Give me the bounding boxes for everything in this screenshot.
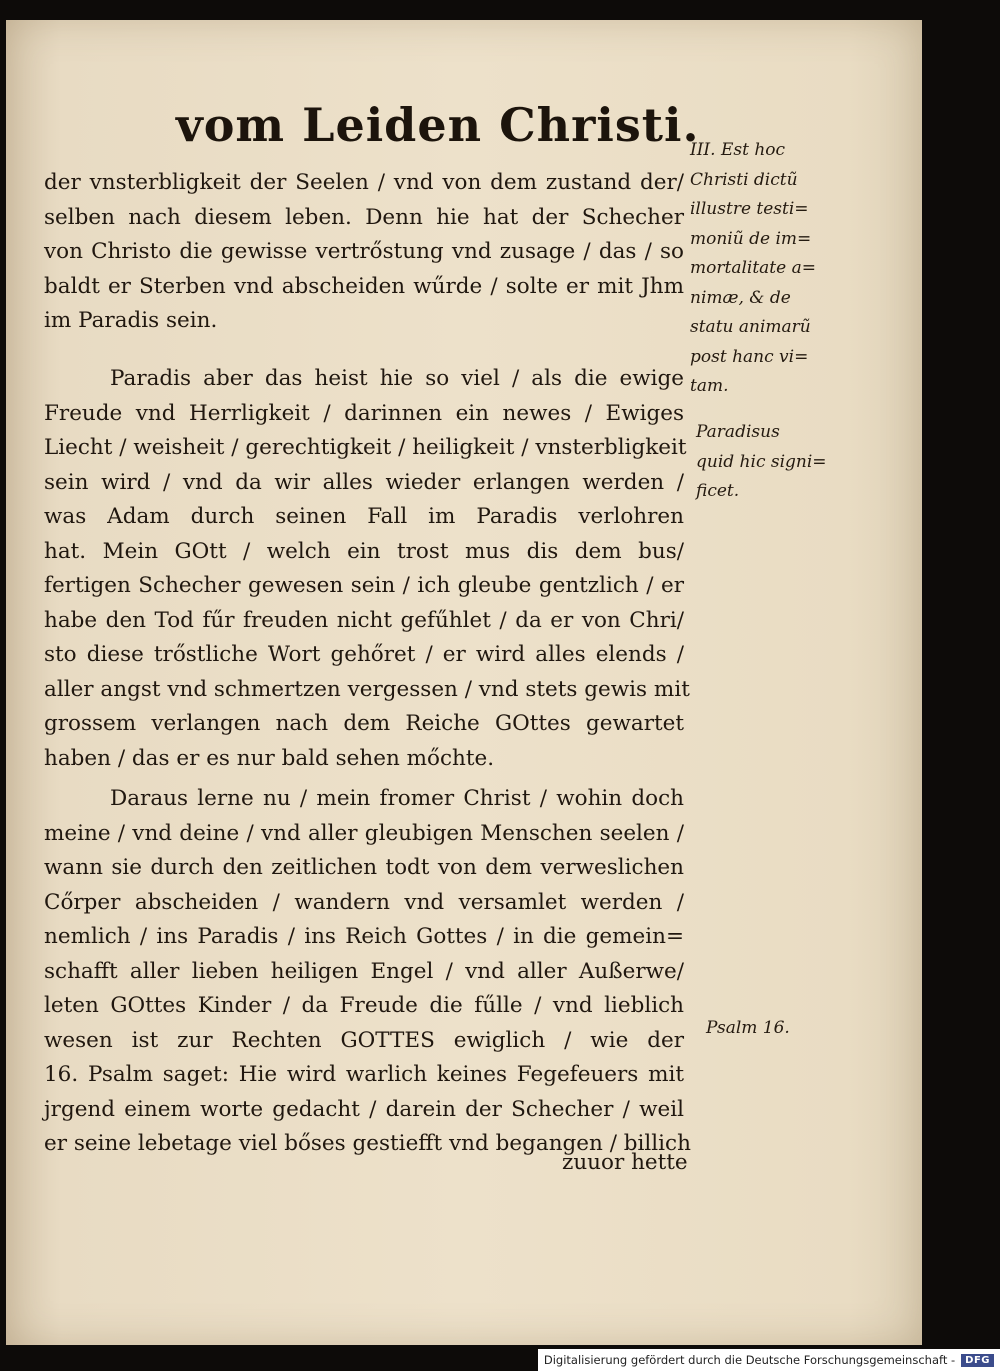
margin-line: III. Est hoc [690, 140, 786, 160]
text-line: sein wird / vnd da wir alles wieder erlangen werden / [44, 469, 684, 495]
paragraph-1 [44, 166, 684, 339]
text-line: nemlich / ins Paradis / ins Reich Gottes / in die gemein= [44, 924, 684, 949]
text-line: baldt er Sterben vnd abscheiden wűrde / solte er mit Jhm [44, 273, 684, 299]
margin-line: moniũ de im= [690, 228, 812, 249]
margin-line: Paradisus [696, 422, 780, 442]
text-line: Freude vnd Herrligkeit / darinnen ein newes / Ewiges [44, 400, 684, 426]
text-line: 16. Psalm saget: Hie wird warlich keines Fegefeuers mit [44, 1062, 684, 1087]
text-line: jrgend einem worte gedacht / darein der Schecher / weil [44, 1096, 684, 1122]
text-line: er seine lebetage viel bőses gestiefft vnd begangen / billich [44, 1131, 691, 1156]
paragraph-3 [44, 782, 691, 1162]
margin-line: nimæ, & de [690, 287, 791, 308]
text-line: grossem verlangen nach dem Reiche GOttes gewartet [44, 711, 684, 736]
text-line: wesen ist zur Rechten GOTTES ewiglich / wie der [44, 1027, 684, 1053]
margin-line: Psalm 16. [706, 1018, 790, 1038]
paragraph-2 [44, 362, 690, 776]
margin-line: ficet. [696, 481, 740, 501]
book-page [6, 20, 922, 1345]
text-line: sto diese trőstliche Wort gehőret / er wird alles elends / [44, 642, 684, 667]
dfg-logo: DFG [961, 1354, 994, 1367]
text-line: wann sie durch den zeitlichen todt von dem verweslichen [44, 855, 684, 880]
margin-line: tam. [690, 376, 729, 396]
text-line: Liecht / weisheit / gerechtigkeit / heiligkeit / vnsterbligkeit [44, 435, 687, 460]
margin-line: Christi dictũ [690, 169, 798, 190]
text-line: Daraus lerne nu / mein fromer Christ / wohin doch [110, 786, 684, 811]
text-line: von Christo die gewisse vertrőstung vnd zusage / das / so [44, 239, 684, 264]
text-line: schafft aller lieben heiligen Engel / vnd aller Außerwe/ [44, 958, 684, 984]
text-line: Cőrper abscheiden / wandern vnd versamlet werden / [44, 889, 684, 915]
margin-line: quid hic signi= [696, 451, 827, 472]
margin-note-3 [706, 1014, 834, 1044]
text-line: leten GOttes Kinder / da Freude die fűlle / vnd lieblich [44, 993, 684, 1018]
text-line: meine / vnd deine / vnd aller gleubigen Menschen seelen / [44, 820, 684, 846]
text-line: selben nach diesem leben. Denn hie hat der Schecher [44, 204, 684, 230]
running-header: vom Leiden Christi. [176, 98, 700, 152]
margin-note-2 [696, 418, 827, 507]
text-line: habe den Tod fűr freuden nicht gefűhlet / da er von Chri/ [44, 607, 684, 633]
catchword: zuuor hette [562, 1150, 688, 1175]
margin-line: mortalitate a= [690, 258, 816, 278]
text-line: haben / das er es nur bald sehen mőchte. [44, 745, 495, 771]
text-line: was Adam durch seinen Fall im Paradis verlohren [44, 504, 684, 529]
margin-line: post hanc vi= [690, 346, 809, 367]
text-line: hat. Mein GOtt / welch ein trost mus dis dem bus/ [44, 538, 684, 564]
text-line: im Paradis sein. [44, 308, 218, 333]
text-line: fertigen Schecher gewesen sein / ich gleube gentzlich / er [44, 573, 684, 598]
text-line: aller angst vnd schmertzen vergessen / vnd stets gewis mit [44, 676, 690, 702]
footer-text: Digitalisierung gefördert durch die Deutsche Forschungsgemeinschaft - [543, 1353, 956, 1367]
margin-note-1 [690, 136, 818, 402]
digitization-footer [538, 1349, 1000, 1371]
margin-line: statu animarũ [690, 317, 811, 337]
text-line: der vnsterbligkeit der Seelen / vnd von dem zustand der/ [44, 170, 684, 195]
margin-line: illustre testi= [690, 199, 809, 219]
text-line: Paradis aber das heist hie so viel / als die ewige [110, 366, 684, 391]
